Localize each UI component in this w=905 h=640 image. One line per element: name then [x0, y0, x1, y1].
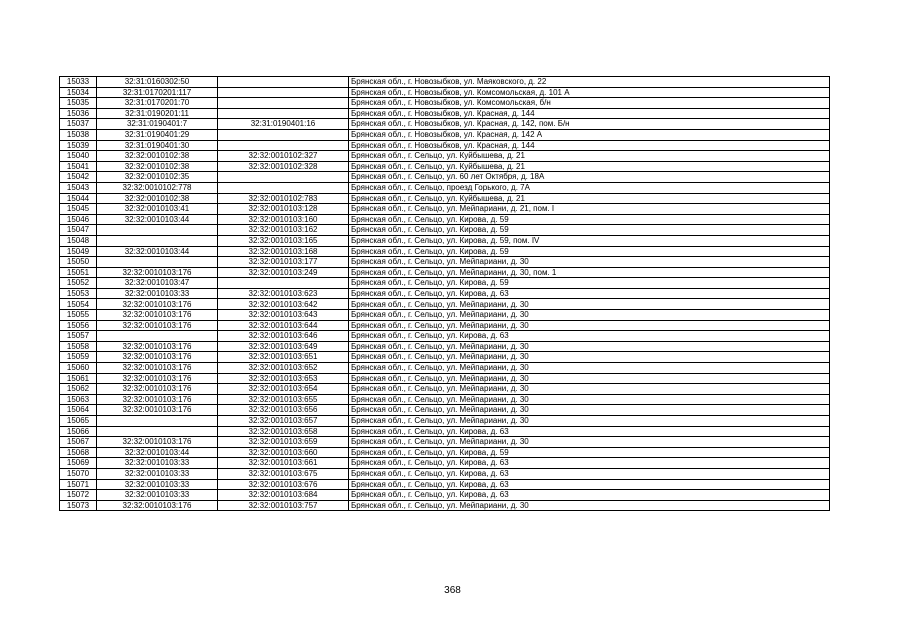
row-number-cell: 15056 — [60, 320, 97, 331]
premises-cadastral-number-cell: 32:32:0010103:646 — [218, 331, 349, 342]
address-cell: Брянская обл., г. Сельцо, ул. Кирова, д. 63 — [349, 331, 830, 342]
cadastral-number-cell: 32:31:0170201:117 — [97, 87, 218, 98]
table-row — [60, 119, 830, 130]
table-row — [60, 257, 830, 268]
premises-cadastral-number-cell: 32:32:0010103:177 — [218, 257, 349, 268]
cadastral-number-cell: 32:32:0010102:35 — [97, 172, 218, 183]
table-row — [60, 278, 830, 289]
row-number-cell: 15038 — [60, 129, 97, 140]
cadastral-number-cell: 32:32:0010103:176 — [97, 500, 218, 511]
cadastral-number-cell — [97, 331, 218, 342]
table-row — [60, 320, 830, 331]
row-number-cell: 15037 — [60, 119, 97, 130]
premises-cadastral-number-cell: 32:32:0010103:684 — [218, 490, 349, 501]
premises-cadastral-number-cell — [218, 140, 349, 151]
address-cell: Брянская обл., г. Новозыбков, ул. Красная, д. 142 А — [349, 129, 830, 140]
table-row — [60, 98, 830, 109]
row-number-cell: 15058 — [60, 341, 97, 352]
row-number-cell: 15069 — [60, 458, 97, 469]
premises-cadastral-number-cell: 32:32:0010103:660 — [218, 447, 349, 458]
cadastral-number-cell: 32:32:0010102:38 — [97, 151, 218, 162]
table-row — [60, 129, 830, 140]
row-number-cell: 15040 — [60, 151, 97, 162]
cadastral-number-cell: 32:32:0010103:176 — [97, 299, 218, 310]
address-cell: Брянская обл., г. Сельцо, ул. Мейпариани, д. 30 — [349, 341, 830, 352]
address-cell: Брянская обл., г. Сельцо, ул. Кирова, д. 63 — [349, 479, 830, 490]
row-number-cell: 15039 — [60, 140, 97, 151]
cadastral-number-cell: 32:32:0010102:38 — [97, 161, 218, 172]
premises-cadastral-number-cell: 32:32:0010103:655 — [218, 394, 349, 405]
cadastral-number-cell: 32:32:0010103:176 — [97, 373, 218, 384]
table-row — [60, 373, 830, 384]
table-row — [60, 214, 830, 225]
cadastral-number-cell — [97, 426, 218, 437]
cadastral-number-cell: 32:32:0010103:176 — [97, 437, 218, 448]
registry-table-body — [60, 77, 830, 511]
address-cell: Брянская обл., г. Сельцо, ул. Кирова, д. 63 — [349, 468, 830, 479]
row-number-cell: 15043 — [60, 182, 97, 193]
row-number-cell: 15051 — [60, 267, 97, 278]
address-cell: Брянская обл., г. Сельцо, ул. Мейпариани, д. 21, пом. I — [349, 204, 830, 215]
row-number-cell: 15068 — [60, 447, 97, 458]
premises-cadastral-number-cell: 32:32:0010103:652 — [218, 363, 349, 374]
premises-cadastral-number-cell: 32:32:0010103:649 — [218, 341, 349, 352]
address-cell: Брянская обл., г. Сельцо, ул. Мейпариани, д. 30 — [349, 299, 830, 310]
cadastral-number-cell — [97, 257, 218, 268]
row-number-cell: 15048 — [60, 235, 97, 246]
address-cell: Брянская обл., г. Сельцо, ул. Мейпариани, д. 30 — [349, 405, 830, 416]
premises-cadastral-number-cell — [218, 278, 349, 289]
address-cell: Брянская обл., г. Сельцо, ул. Кирова, д. 59 — [349, 447, 830, 458]
cadastral-number-cell: 32:32:0010103:176 — [97, 310, 218, 321]
address-cell: Брянская обл., г. Сельцо, проезд Горького, д. 7А — [349, 182, 830, 193]
table-row — [60, 151, 830, 162]
premises-cadastral-number-cell: 32:32:0010103:642 — [218, 299, 349, 310]
row-number-cell: 15061 — [60, 373, 97, 384]
premises-cadastral-number-cell: 32:32:0010103:168 — [218, 246, 349, 257]
table-row — [60, 490, 830, 501]
cadastral-number-cell: 32:32:0010103:44 — [97, 246, 218, 257]
address-cell: Брянская обл., г. Сельцо, ул. Куйбышева, д. 21 — [349, 151, 830, 162]
row-number-cell: 15072 — [60, 490, 97, 501]
table-row — [60, 161, 830, 172]
premises-cadastral-number-cell: 32:32:0010102:328 — [218, 161, 349, 172]
premises-cadastral-number-cell: 32:32:0010102:327 — [218, 151, 349, 162]
row-number-cell: 15042 — [60, 172, 97, 183]
address-cell: Брянская обл., г. Сельцо, ул. Кирова, д. 59 — [349, 225, 830, 236]
cadastral-number-cell: 32:32:0010103:44 — [97, 214, 218, 225]
premises-cadastral-number-cell: 32:32:0010103:676 — [218, 479, 349, 490]
premises-cadastral-number-cell — [218, 129, 349, 140]
address-cell: Брянская обл., г. Сельцо, ул. Мейпариани, д. 30 — [349, 500, 830, 511]
row-number-cell: 15064 — [60, 405, 97, 416]
row-number-cell: 15071 — [60, 479, 97, 490]
row-number-cell: 15041 — [60, 161, 97, 172]
cadastral-number-cell — [97, 225, 218, 236]
address-cell: Брянская обл., г. Новозыбков, ул. Комсомольская, б/н — [349, 98, 830, 109]
table-row — [60, 341, 830, 352]
table-row — [60, 310, 830, 321]
table-row — [60, 193, 830, 204]
table-row — [60, 426, 830, 437]
address-cell: Брянская обл., г. Сельцо, ул. Кирова, д. 59 — [349, 278, 830, 289]
address-cell: Брянская обл., г. Сельцо, ул. Мейпариани, д. 30 — [349, 394, 830, 405]
cadastral-number-cell: 32:32:0010102:778 — [97, 182, 218, 193]
row-number-cell: 15057 — [60, 331, 97, 342]
cadastral-number-cell: 32:31:0190401:29 — [97, 129, 218, 140]
registry-table — [59, 76, 830, 511]
cadastral-number-cell: 32:32:0010103:33 — [97, 490, 218, 501]
cadastral-number-cell: 32:32:0010102:38 — [97, 193, 218, 204]
table-row — [60, 352, 830, 363]
table-row — [60, 384, 830, 395]
premises-cadastral-number-cell: 32:32:0010103:128 — [218, 204, 349, 215]
cadastral-number-cell: 32:31:0170201:70 — [97, 98, 218, 109]
row-number-cell: 15059 — [60, 352, 97, 363]
address-cell: Брянская обл., г. Сельцо, ул. Куйбышева, д. 21 — [349, 193, 830, 204]
table-row — [60, 416, 830, 427]
premises-cadastral-number-cell: 32:32:0010103:659 — [218, 437, 349, 448]
table-row — [60, 77, 830, 88]
cadastral-number-cell: 32:32:0010103:44 — [97, 447, 218, 458]
table-row — [60, 288, 830, 299]
table-row — [60, 246, 830, 257]
address-cell: Брянская обл., г. Сельцо, ул. Мейпариани, д. 30, пом. 1 — [349, 267, 830, 278]
table-row — [60, 108, 830, 119]
premises-cadastral-number-cell: 32:32:0010103:658 — [218, 426, 349, 437]
premises-cadastral-number-cell — [218, 98, 349, 109]
row-number-cell: 15050 — [60, 257, 97, 268]
cadastral-number-cell: 32:32:0010103:176 — [97, 341, 218, 352]
cadastral-number-cell: 32:32:0010103:33 — [97, 288, 218, 299]
address-cell: Брянская обл., г. Новозыбков, ул. Красная, д. 144 — [349, 108, 830, 119]
table-row — [60, 172, 830, 183]
cadastral-number-cell: 32:32:0010103:33 — [97, 468, 218, 479]
row-number-cell: 15045 — [60, 204, 97, 215]
premises-cadastral-number-cell — [218, 108, 349, 119]
address-cell: Брянская обл., г. Сельцо, ул. Кирова, д. 63 — [349, 458, 830, 469]
premises-cadastral-number-cell: 32:32:0010103:162 — [218, 225, 349, 236]
premises-cadastral-number-cell: 32:31:0190401:16 — [218, 119, 349, 130]
table-row — [60, 235, 830, 246]
address-cell: Брянская обл., г. Сельцо, ул. Кирова, д. 59 — [349, 214, 830, 225]
cadastral-number-cell: 32:31:0190401:30 — [97, 140, 218, 151]
address-cell: Брянская обл., г. Новозыбков, ул. Красная, д. 144 — [349, 140, 830, 151]
table-row — [60, 331, 830, 342]
address-cell: Брянская обл., г. Сельцо, ул. Мейпариани, д. 30 — [349, 416, 830, 427]
cadastral-number-cell: 32:32:0010103:176 — [97, 394, 218, 405]
table-row — [60, 405, 830, 416]
premises-cadastral-number-cell: 32:32:0010102:783 — [218, 193, 349, 204]
row-number-cell: 15033 — [60, 77, 97, 88]
premises-cadastral-number-cell: 32:32:0010103:160 — [218, 214, 349, 225]
table-row — [60, 479, 830, 490]
cadastral-number-cell — [97, 416, 218, 427]
cadastral-number-cell: 32:31:0160302:50 — [97, 77, 218, 88]
table-row — [60, 225, 830, 236]
address-cell: Брянская обл., г. Сельцо, ул. Кирова, д. 63 — [349, 490, 830, 501]
address-cell: Брянская обл., г. Сельцо, ул. Куйбышева, д. 21 — [349, 161, 830, 172]
row-number-cell: 15055 — [60, 310, 97, 321]
address-cell: Брянская обл., г. Сельцо, ул. Мейпариани, д. 30 — [349, 373, 830, 384]
cadastral-number-cell: 32:32:0010103:47 — [97, 278, 218, 289]
address-cell: Брянская обл., г. Сельцо, ул. Мейпариани, д. 30 — [349, 352, 830, 363]
cadastral-number-cell: 32:32:0010103:33 — [97, 458, 218, 469]
address-cell: Брянская обл., г. Сельцо, ул. Мейпариани, д. 30 — [349, 257, 830, 268]
table-row — [60, 500, 830, 511]
address-cell: Брянская обл., г. Сельцо, ул. Кирова, д. 59 — [349, 246, 830, 257]
cadastral-number-cell — [97, 235, 218, 246]
row-number-cell: 15070 — [60, 468, 97, 479]
premises-cadastral-number-cell — [218, 77, 349, 88]
table-row — [60, 447, 830, 458]
premises-cadastral-number-cell: 32:32:0010103:165 — [218, 235, 349, 246]
page-number: 368 — [444, 585, 461, 596]
table-row — [60, 299, 830, 310]
row-number-cell: 15060 — [60, 363, 97, 374]
row-number-cell: 15049 — [60, 246, 97, 257]
row-number-cell: 15034 — [60, 87, 97, 98]
address-cell: Брянская обл., г. Сельцо, ул. Кирова, д. 59, пом. IV — [349, 235, 830, 246]
premises-cadastral-number-cell: 32:32:0010103:654 — [218, 384, 349, 395]
address-cell: Брянская обл., г. Новозыбков, ул. Маяковского, д. 22 — [349, 77, 830, 88]
row-number-cell: 15067 — [60, 437, 97, 448]
table-row — [60, 182, 830, 193]
address-cell: Брянская обл., г. Новозыбков, ул. Красная, д. 142, пом. Б/н — [349, 119, 830, 130]
address-cell: Брянская обл., г. Сельцо, ул. Кирова, д. 63 — [349, 426, 830, 437]
row-number-cell: 15053 — [60, 288, 97, 299]
address-cell: Брянская обл., г. Сельцо, ул. Мейпариани, д. 30 — [349, 384, 830, 395]
row-number-cell: 15052 — [60, 278, 97, 289]
address-cell: Брянская обл., г. Сельцо, ул. Кирова, д. 63 — [349, 288, 830, 299]
cadastral-number-cell: 32:32:0010103:176 — [97, 352, 218, 363]
address-cell: Брянская обл., г. Сельцо, ул. Мейпариани, д. 30 — [349, 363, 830, 374]
cadastral-number-cell: 32:32:0010103:176 — [97, 363, 218, 374]
table-row — [60, 437, 830, 448]
cadastral-number-cell: 32:32:0010103:176 — [97, 320, 218, 331]
premises-cadastral-number-cell: 32:32:0010103:656 — [218, 405, 349, 416]
cadastral-number-cell: 32:32:0010103:176 — [97, 384, 218, 395]
row-number-cell: 15065 — [60, 416, 97, 427]
table-row — [60, 87, 830, 98]
row-number-cell: 15054 — [60, 299, 97, 310]
premises-cadastral-number-cell: 32:32:0010103:249 — [218, 267, 349, 278]
cadastral-number-cell: 32:32:0010103:176 — [97, 267, 218, 278]
address-cell: Брянская обл., г. Сельцо, ул. 60 лет Октября, д. 18А — [349, 172, 830, 183]
row-number-cell: 15044 — [60, 193, 97, 204]
row-number-cell: 15063 — [60, 394, 97, 405]
table-row — [60, 267, 830, 278]
premises-cadastral-number-cell: 32:32:0010103:653 — [218, 373, 349, 384]
cadastral-number-cell: 32:32:0010103:33 — [97, 479, 218, 490]
table-row — [60, 458, 830, 469]
row-number-cell: 15046 — [60, 214, 97, 225]
row-number-cell: 15066 — [60, 426, 97, 437]
cadastral-number-cell: 32:31:0190201:11 — [97, 108, 218, 119]
address-cell: Брянская обл., г. Сельцо, ул. Мейпариани, д. 30 — [349, 437, 830, 448]
premises-cadastral-number-cell: 32:32:0010103:651 — [218, 352, 349, 363]
cadastral-number-cell: 32:32:0010103:41 — [97, 204, 218, 215]
table-row — [60, 363, 830, 374]
premises-cadastral-number-cell — [218, 172, 349, 183]
premises-cadastral-number-cell — [218, 182, 349, 193]
premises-cadastral-number-cell: 32:32:0010103:657 — [218, 416, 349, 427]
premises-cadastral-number-cell: 32:32:0010103:623 — [218, 288, 349, 299]
row-number-cell: 15036 — [60, 108, 97, 119]
premises-cadastral-number-cell: 32:32:0010103:644 — [218, 320, 349, 331]
cadastral-number-cell: 32:31:0190401:7 — [97, 119, 218, 130]
premises-cadastral-number-cell: 32:32:0010103:757 — [218, 500, 349, 511]
address-cell: Брянская обл., г. Сельцо, ул. Мейпариани, д. 30 — [349, 310, 830, 321]
premises-cadastral-number-cell: 32:32:0010103:661 — [218, 458, 349, 469]
table-row — [60, 468, 830, 479]
address-cell: Брянская обл., г. Новозыбков, ул. Комсомольская, д. 101 А — [349, 87, 830, 98]
table-row — [60, 394, 830, 405]
address-cell: Брянская обл., г. Сельцо, ул. Мейпариани, д. 30 — [349, 320, 830, 331]
table-row — [60, 204, 830, 215]
row-number-cell: 15073 — [60, 500, 97, 511]
row-number-cell: 15047 — [60, 225, 97, 236]
premises-cadastral-number-cell — [218, 87, 349, 98]
cadastral-number-cell: 32:32:0010103:176 — [97, 405, 218, 416]
row-number-cell: 15035 — [60, 98, 97, 109]
premises-cadastral-number-cell: 32:32:0010103:643 — [218, 310, 349, 321]
table-row — [60, 140, 830, 151]
premises-cadastral-number-cell: 32:32:0010103:675 — [218, 468, 349, 479]
row-number-cell: 15062 — [60, 384, 97, 395]
